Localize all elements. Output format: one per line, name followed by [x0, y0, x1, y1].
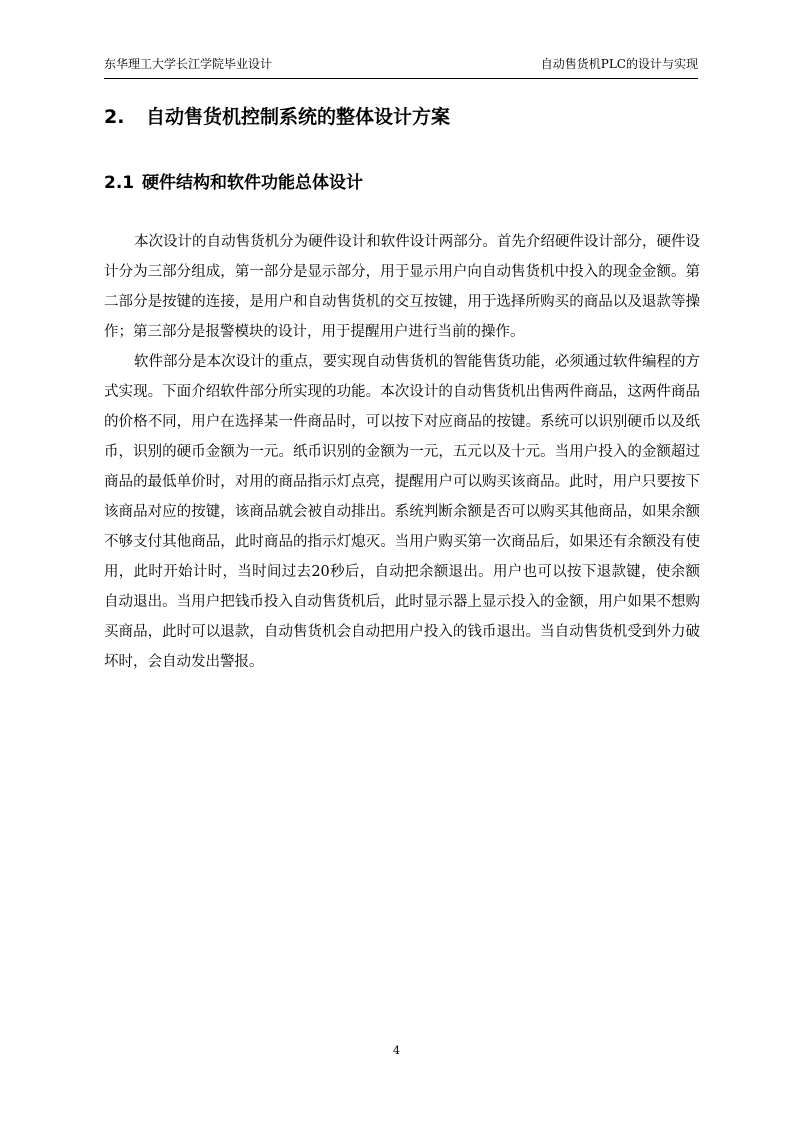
page-number: 4 [393, 1044, 400, 1057]
section-title: 自动售货机控制系统的整体设计方案 [146, 106, 451, 128]
body-text [104, 227, 700, 677]
subsection-heading [104, 171, 363, 195]
subsection-title: 硬件结构和软件功能总体设计 [142, 173, 363, 193]
section-heading [104, 104, 450, 130]
page-header [104, 56, 698, 79]
paragraph-hardware: 本次设计的自动售货机分为硬件设计和软件设计两部分。首先介绍硬件设计部分，硬件设计分为三部分组成，第一部分是显示部分，用于显示用户向自动售货机中投入的现金金额。第二部分是按键的连接，是用户和自动售货机的交互按键，用于选择所购买的商品以及退款等操作；第三部分是报警模块的设计，用于提醒用户进行当前的操作。 [104, 234, 700, 340]
section-number: 2. [104, 106, 125, 128]
header-left-text: 东华理工大学长江学院毕业设计 [104, 57, 273, 71]
paragraph-software: 软件部分是本次设计的重点，要实现自动售货机的智能售货功能，必须通过软件编程的方式实现。下面介绍软件部分所实现的功能。本次设计的自动售货机出售两件商品，这两件商品的价格不同，用户在选择某一件商品时，可以按下对应商品的按键。系统可以识别硬币以及纸币，识别的硬币金额为一元。纸币识别的金额为一元，五元以及十元。当用户投入的金额超过商品的最低单价时，对用的商品指示灯点亮，提醒用户可以购买该商品。此时，用户只要按下该商品对应的按键，该商品就会被自动排出。系统判断余额是否可以购买其他商品，如果余额不够支付其他商品，此时商品的指示灯熄灭。当用户购买第一次商品后，如果还有余额没有使用，此时开始计时，当时间过去20秒后，自动把余额退出。用户也可以按下退款键，使余额自动退出。当用户把钱币投入自动售货机后，此时显示器上显示投入的金额，用户如果不想购买商品，此时可以退款，自动售货机会自动把用户投入的钱币退出。当自动售货机受到外力破坏时，会自动发出警报。 [104, 354, 700, 670]
header-right-text: 自动售货机PLC的设计与实现 [540, 57, 698, 71]
subsection-number: 2.1 [104, 173, 135, 193]
